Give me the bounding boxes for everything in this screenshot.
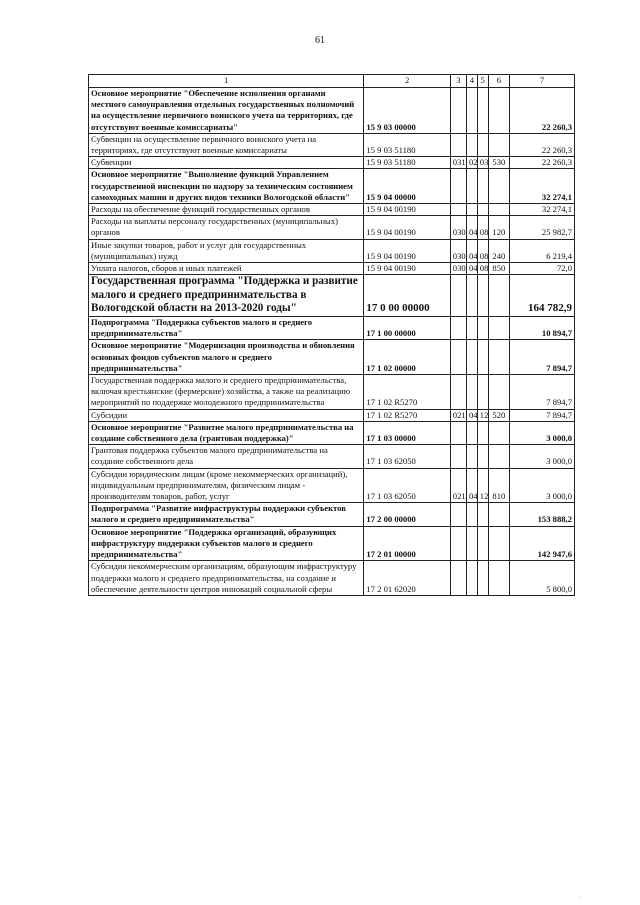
expense-type-cell	[488, 169, 510, 204]
department-cell	[450, 340, 466, 375]
header-cell: 4	[466, 75, 477, 88]
subsection-cell	[477, 317, 488, 340]
page-number: 61	[315, 35, 325, 46]
code-cell: 17 1 03 00000	[364, 421, 450, 444]
subsection-cell: 03	[477, 157, 488, 169]
table-row	[89, 275, 575, 317]
expense-type-cell	[488, 421, 510, 444]
code-cell: 17 2 01 62020	[364, 561, 450, 596]
code-cell: 17 1 02 R5270	[364, 375, 450, 410]
table-row	[89, 561, 575, 596]
code-cell: 15 9 03 00000	[364, 88, 450, 134]
section-cell	[466, 445, 477, 468]
table-row	[89, 445, 575, 468]
amount-cell: 3 000,0	[510, 445, 575, 468]
amount-cell: 22 260,3	[510, 88, 575, 134]
section-cell: 02	[466, 157, 477, 169]
table-row	[89, 526, 575, 561]
section-cell	[466, 133, 477, 156]
description-cell: Иные закупки товаров, работ и услуг для государственных (муниципальных) нужд	[89, 239, 364, 262]
section-cell: 04	[466, 468, 477, 503]
code-cell: 15 9 03 51180	[364, 157, 450, 169]
table-row	[89, 263, 575, 275]
scan-mark: ·	[578, 895, 580, 901]
department-cell: 021	[450, 468, 466, 503]
amount-cell: 5 800,0	[510, 561, 575, 596]
amount-cell: 25 982,7	[510, 216, 575, 239]
table-row	[89, 503, 575, 526]
amount-cell: 22 260,3	[510, 133, 575, 156]
subsection-cell	[477, 526, 488, 561]
department-cell	[450, 375, 466, 410]
section-cell	[466, 561, 477, 596]
amount-cell: 153 888,2	[510, 503, 575, 526]
section-cell	[466, 375, 477, 410]
code-cell: 17 2 00 00000	[364, 503, 450, 526]
section-cell: 04	[466, 263, 477, 275]
code-cell: 15 9 04 00190	[364, 204, 450, 216]
code-cell: 17 1 03 62050	[364, 468, 450, 503]
table-row	[89, 157, 575, 169]
expense-type-cell	[488, 561, 510, 596]
description-cell: Грантовая поддержка субъектов малого предпринимательства на создание собственного дела	[89, 445, 364, 468]
description-cell: Субсидии юридическим лицам (кроме некоммерческих организаций), индивидуальным предпринимателям, физическим лицам - производителям товаров, работ, услуг	[89, 468, 364, 503]
subsection-cell	[477, 204, 488, 216]
code-cell: 15 9 04 00190	[364, 263, 450, 275]
department-cell	[450, 169, 466, 204]
code-cell: 15 9 04 00000	[364, 169, 450, 204]
subsection-cell	[477, 503, 488, 526]
expense-type-cell: 850	[488, 263, 510, 275]
amount-cell: 32 274,1	[510, 169, 575, 204]
header-cell: 6	[488, 75, 510, 88]
section-cell	[466, 169, 477, 204]
amount-cell: 7 894,7	[510, 375, 575, 410]
description-cell: Основное мероприятие "Развитие малого предпринимательства на создание собственного дела (грантовая поддержка)"	[89, 421, 364, 444]
section-cell	[466, 204, 477, 216]
code-cell: 15 9 04 00190	[364, 239, 450, 262]
table-row	[89, 421, 575, 444]
department-cell	[450, 526, 466, 561]
table-row	[89, 216, 575, 239]
department-cell: 021	[450, 409, 466, 421]
subsection-cell: 08	[477, 216, 488, 239]
section-cell	[466, 317, 477, 340]
department-cell	[450, 317, 466, 340]
expense-type-cell	[488, 375, 510, 410]
table-row	[89, 239, 575, 262]
table-row	[89, 409, 575, 421]
amount-cell: 7 894,7	[510, 409, 575, 421]
header-cell: 1	[89, 75, 364, 88]
expense-type-cell	[488, 133, 510, 156]
table-row	[89, 204, 575, 216]
code-cell: 17 0 00 00000	[364, 275, 450, 317]
description-cell: Основное мероприятие "Выполнение функций Управлением государственной инспекции по надзору за техническим состоянием самоходных машин и других видов техники Вологодской области"	[89, 169, 364, 204]
department-cell	[450, 275, 466, 317]
department-cell: 030	[450, 239, 466, 262]
expense-type-cell	[488, 503, 510, 526]
amount-cell: 6 219,4	[510, 239, 575, 262]
expense-type-cell	[488, 526, 510, 561]
table-row	[89, 317, 575, 340]
department-cell: 030	[450, 263, 466, 275]
amount-cell: 22 260,3	[510, 157, 575, 169]
code-cell: 15 9 03 51180	[364, 133, 450, 156]
table-row	[89, 133, 575, 156]
subsection-cell	[477, 169, 488, 204]
expense-type-cell: 120	[488, 216, 510, 239]
amount-cell: 10 894,7	[510, 317, 575, 340]
subsection-cell	[477, 561, 488, 596]
department-cell	[450, 503, 466, 526]
code-cell: 17 1 03 62050	[364, 445, 450, 468]
subsection-cell	[477, 340, 488, 375]
section-cell: 04	[466, 409, 477, 421]
amount-cell: 32 274,1	[510, 204, 575, 216]
description-cell: Государственная поддержка малого и среднего предпринимательства, включая крестьянские (фермерские) хозяйства, а также на реализацию мероприятий по поддержке молодежного предпринимательства	[89, 375, 364, 410]
code-cell: 15 9 04 00190	[364, 216, 450, 239]
department-cell	[450, 204, 466, 216]
description-cell: Основное мероприятие "Модернизация производства и обновления основных фондов субъектов малого и среднего предпринимательства"	[89, 340, 364, 375]
section-cell: 04	[466, 239, 477, 262]
description-cell: Подпрограмма "Поддержка субъектов малого и среднего предпринимательства"	[89, 317, 364, 340]
budget-table	[88, 74, 575, 596]
table-row	[89, 169, 575, 204]
description-cell: Государственная программа "Поддержка и развитие малого и среднего предпринимательства в Вологодской области на 2013-2020 годы"	[89, 275, 364, 317]
subsection-cell: 08	[477, 263, 488, 275]
table-row	[89, 88, 575, 134]
header-cell: 3	[450, 75, 466, 88]
description-cell: Субсидии	[89, 409, 364, 421]
department-cell	[450, 88, 466, 134]
section-cell: 04	[466, 216, 477, 239]
table-header-row	[89, 75, 575, 88]
description-cell: Субвенции на осуществление первичного воинского учета на территориях, где отсутствуют военные комиссариаты	[89, 133, 364, 156]
section-cell	[466, 503, 477, 526]
expense-type-cell	[488, 445, 510, 468]
table-row	[89, 468, 575, 503]
department-cell	[450, 445, 466, 468]
code-cell: 17 2 01 00000	[364, 526, 450, 561]
expense-type-cell	[488, 88, 510, 134]
amount-cell: 72,0	[510, 263, 575, 275]
subsection-cell: 12	[477, 409, 488, 421]
subsection-cell	[477, 275, 488, 317]
description-cell: Расходы на выплаты персоналу государственных (муниципальных) органов	[89, 216, 364, 239]
subsection-cell	[477, 88, 488, 134]
department-cell: 030	[450, 216, 466, 239]
section-cell	[466, 340, 477, 375]
subsection-cell: 12	[477, 468, 488, 503]
code-cell: 17 1 00 00000	[364, 317, 450, 340]
subsection-cell	[477, 445, 488, 468]
table-row	[89, 375, 575, 410]
description-cell: Уплата налогов, сборов и иных платежей	[89, 263, 364, 275]
amount-cell: 7 894,7	[510, 340, 575, 375]
department-cell	[450, 561, 466, 596]
expense-type-cell	[488, 204, 510, 216]
subsection-cell: 08	[477, 239, 488, 262]
description-cell: Субсидия некоммерческим организациям, образующим инфраструктуру поддержки малого и среднего предпринимательства, на создание и обеспечение деятельности центров инноваций социальной сферы	[89, 561, 364, 596]
expense-type-cell	[488, 317, 510, 340]
section-cell	[466, 88, 477, 134]
section-cell	[466, 526, 477, 561]
expense-type-cell	[488, 340, 510, 375]
expense-type-cell: 810	[488, 468, 510, 503]
department-cell	[450, 133, 466, 156]
department-cell: 031	[450, 157, 466, 169]
description-cell: Субвенции	[89, 157, 364, 169]
header-cell: 5	[477, 75, 488, 88]
subsection-cell	[477, 133, 488, 156]
department-cell	[450, 421, 466, 444]
expense-type-cell: 520	[488, 409, 510, 421]
amount-cell: 3 000,0	[510, 468, 575, 503]
amount-cell: 164 782,9	[510, 275, 575, 317]
code-cell: 17 1 02 R5270	[364, 409, 450, 421]
description-cell: Подпрограмма "Развитие инфраструктуры поддержки субъектов малого и среднего предпринимательства"	[89, 503, 364, 526]
subsection-cell	[477, 421, 488, 444]
expense-type-cell	[488, 275, 510, 317]
code-cell: 17 1 02 00000	[364, 340, 450, 375]
header-cell: 2	[364, 75, 450, 88]
expense-type-cell: 530	[488, 157, 510, 169]
description-cell: Основное мероприятие "Поддержка организаций, образующих инфраструктуру поддержки субъектов малого и среднего предпринимательства"	[89, 526, 364, 561]
section-cell	[466, 421, 477, 444]
description-cell: Основное мероприятие "Обеспечение исполнения органами местного самоуправления отдельных государственных полномочий на осуществление первичного воинского учета на территориях, где отсутствуют военные комиссариаты"	[89, 88, 364, 134]
amount-cell: 142 947,6	[510, 526, 575, 561]
amount-cell: 3 000,0	[510, 421, 575, 444]
description-cell: Расходы на обеспечение функций государственных органов	[89, 204, 364, 216]
expense-type-cell: 240	[488, 239, 510, 262]
table-row	[89, 340, 575, 375]
section-cell	[466, 275, 477, 317]
header-cell: 7	[510, 75, 575, 88]
subsection-cell	[477, 375, 488, 410]
